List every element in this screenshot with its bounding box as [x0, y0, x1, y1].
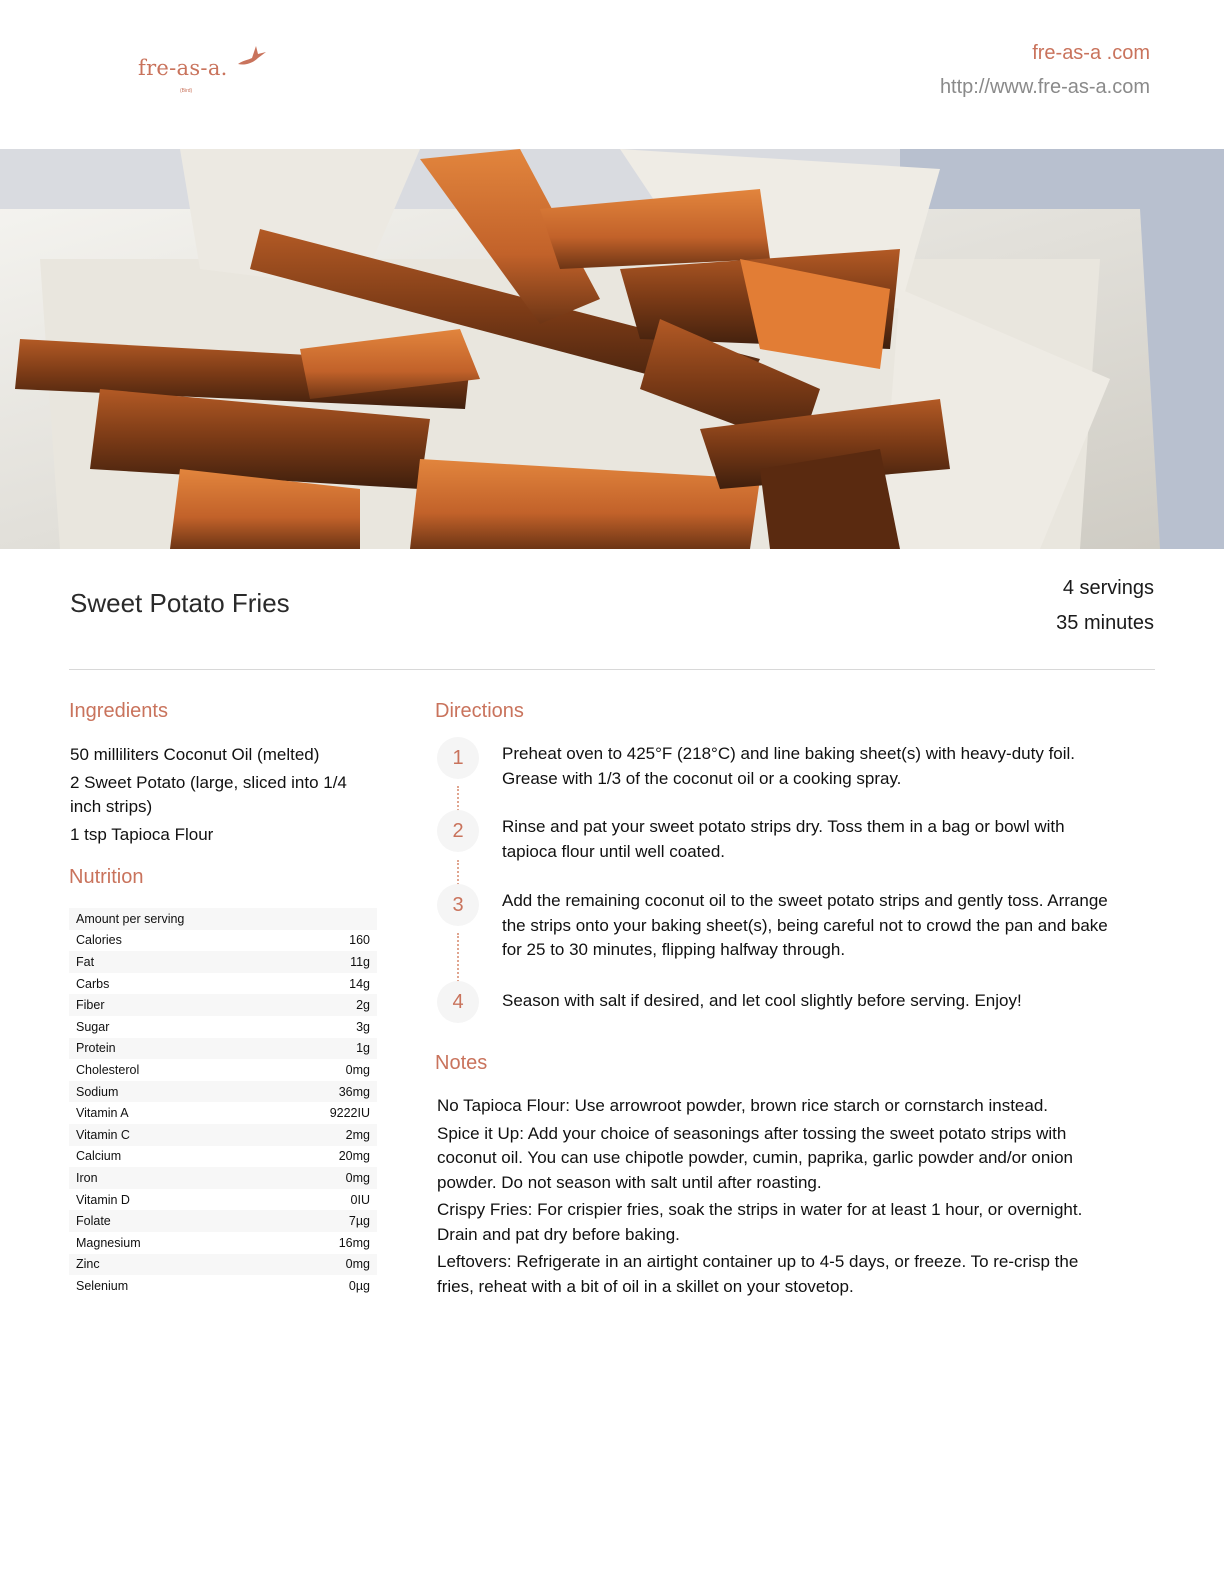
- nutrition-row: [69, 1059, 377, 1081]
- nutrition-heading: Nutrition: [69, 866, 144, 888]
- nutrition-table: [69, 908, 377, 1297]
- nutrient-name: Folate: [69, 1210, 251, 1232]
- ingredient-item: 1 tsp Tapioca Flour: [70, 824, 214, 844]
- nutrient-value: 3g: [356, 1019, 370, 1034]
- note-text: For crispier fries, soak the strips in water for at least 1 hour, or overnight. Drain and pat dry before baking.: [437, 1200, 1083, 1244]
- note-item: [437, 1250, 1107, 1299]
- nutrient-name: Cholesterol: [76, 1062, 140, 1077]
- nutrient-name: Zinc: [69, 1254, 251, 1276]
- step-number: 2: [437, 810, 479, 852]
- ingredient-item: 50 milliliters Coconut Oil (melted): [70, 745, 320, 764]
- nutrition-header-row: [69, 908, 377, 930]
- nutrition-row: [69, 994, 377, 1016]
- nutrition-row: [69, 951, 377, 973]
- site-url[interactable]: http://www.fre-as-a.com: [939, 76, 1150, 98]
- nutrient-value: 0mg: [345, 1062, 370, 1077]
- nutrient-name: Carbs: [76, 976, 110, 991]
- note-label: No Tapioca Flour:: [437, 1096, 570, 1115]
- note-label: Crispy Fries:: [437, 1200, 533, 1219]
- step-number: 4: [437, 981, 479, 1023]
- note-item: [437, 1122, 1107, 1196]
- nutrition-row: [69, 973, 377, 995]
- nutrient-value: 160: [349, 933, 370, 948]
- logo-subtext: (Bird): [180, 88, 193, 94]
- brand-logo: [138, 42, 268, 102]
- nutrient-value: 9222IU: [329, 1106, 370, 1121]
- nutrient-name: Calcium: [76, 1149, 122, 1164]
- notes-list: [437, 1094, 1107, 1302]
- nutrition-row: [69, 1232, 377, 1254]
- ingredient-item: 2 Sweet Potato (large, sliced into 1/4 inch strips): [70, 772, 347, 816]
- nutrition-row: [69, 1210, 377, 1232]
- note-text: Refrigerate in an airtight container up to 4-5 days, or freeze. To re-crisp the fries, reheat with a bit of oil in a skillet on your stovetop.: [437, 1252, 1079, 1296]
- step-number: 1: [437, 737, 479, 779]
- note-item: [437, 1198, 1107, 1247]
- nutrient-name: Vitamin D: [76, 1192, 130, 1207]
- nutrition-row: [69, 1016, 377, 1038]
- nutrient-value: 0mg: [251, 1254, 377, 1276]
- nutrient-value: 36mg: [251, 1081, 377, 1103]
- bird-icon: [236, 42, 268, 70]
- hero-image: [0, 149, 1224, 549]
- nutrient-value: 2mg: [251, 1124, 377, 1146]
- step-connector: [457, 933, 459, 985]
- ingredients-heading: Ingredients: [69, 700, 168, 722]
- recipe-time: 35 minutes: [1056, 612, 1154, 634]
- nutrient-value: 11g: [251, 951, 377, 973]
- nutrient-value: 0µg: [348, 1278, 370, 1293]
- nutrient-name: Fiber: [69, 994, 251, 1016]
- logo-text: fre-as-a.: [138, 56, 228, 80]
- nutrient-name: Vitamin C: [69, 1124, 251, 1146]
- step-text: Preheat oven to 425°F (218°C) and line baking sheet(s) with heavy-duty foil. Grease with 1/3 of the coconut oil or a cooking spray.: [502, 744, 1076, 788]
- nutrient-name: Selenium: [76, 1278, 129, 1293]
- recipe-servings: 4 servings: [1062, 577, 1154, 599]
- nutrient-name: Protein: [69, 1038, 251, 1060]
- nutrient-value: 20mg: [338, 1149, 370, 1164]
- step-text: Season with salt if desired, and let cool slightly before serving. Enjoy!: [502, 991, 1022, 1010]
- nutrition-row: [69, 930, 377, 952]
- recipe-title: Sweet Potato Fries: [70, 588, 290, 618]
- nutrient-name: Fat: [69, 951, 251, 973]
- directions-heading: Directions: [435, 700, 524, 722]
- step-text: Add the remaining coconut oil to the sweet potato strips and gently toss. Arrange the strips onto your baking sheet(s), being careful not to crowd the pan and bake for 25 to 30 minutes, flipping halfway through.: [502, 891, 1108, 959]
- nutrition-row: [69, 1124, 377, 1146]
- nutrition-header-label: Amount per serving: [69, 908, 377, 930]
- nutrient-value: 14g: [349, 976, 370, 991]
- note-label: Leftovers:: [437, 1252, 512, 1271]
- fries-photo: [0, 149, 1224, 549]
- nutrition-row: [69, 1167, 377, 1189]
- nutrition-row: [69, 1254, 377, 1276]
- nutrition-row: [69, 1081, 377, 1103]
- nutrient-value: 16mg: [338, 1235, 370, 1250]
- step-text: Rinse and pat your sweet potato strips dry. Toss them in a bag or bowl with tapioca flour until well coated.: [502, 817, 1065, 861]
- nutrient-name: Vitamin A: [76, 1106, 129, 1121]
- nutrient-name: Iron: [69, 1167, 251, 1189]
- nutrient-name: Magnesium: [76, 1235, 141, 1250]
- nutrient-value: 0IU: [350, 1192, 370, 1207]
- note-text: Add your choice of seasonings after tossing the sweet potato strips with coconut oil. You can use chipotle powder, cumin, paprika, garlic powder and/or onion powder. Do not season with salt until after roasting.: [437, 1123, 1074, 1192]
- nutrient-value: 0mg: [251, 1167, 377, 1189]
- nutrient-value: 2g: [251, 994, 377, 1016]
- nutrition-row: [69, 1102, 377, 1124]
- note-item: [437, 1094, 1107, 1119]
- nutrition-row: [69, 1275, 377, 1297]
- nutrient-value: 1g: [251, 1038, 377, 1060]
- nutrition-row: [69, 1189, 377, 1211]
- nutrient-value: 7µg: [251, 1210, 377, 1232]
- nutrient-name: Sugar: [76, 1019, 110, 1034]
- ingredients-list: [70, 743, 370, 850]
- note-label: Spice it Up:: [437, 1123, 524, 1143]
- note-text: Use arrowroot powder, brown rice starch or cornstarch instead.: [569, 1096, 1049, 1115]
- step-number: 3: [437, 884, 479, 926]
- nutrition-row: [69, 1146, 377, 1168]
- nutrient-name: Calories: [76, 933, 122, 948]
- site-name: fre-as-a .com: [1032, 42, 1150, 64]
- nutrition-row: [69, 1038, 377, 1060]
- title-divider: [69, 669, 1155, 670]
- notes-heading: Notes: [435, 1052, 488, 1074]
- nutrient-name: Sodium: [69, 1081, 251, 1103]
